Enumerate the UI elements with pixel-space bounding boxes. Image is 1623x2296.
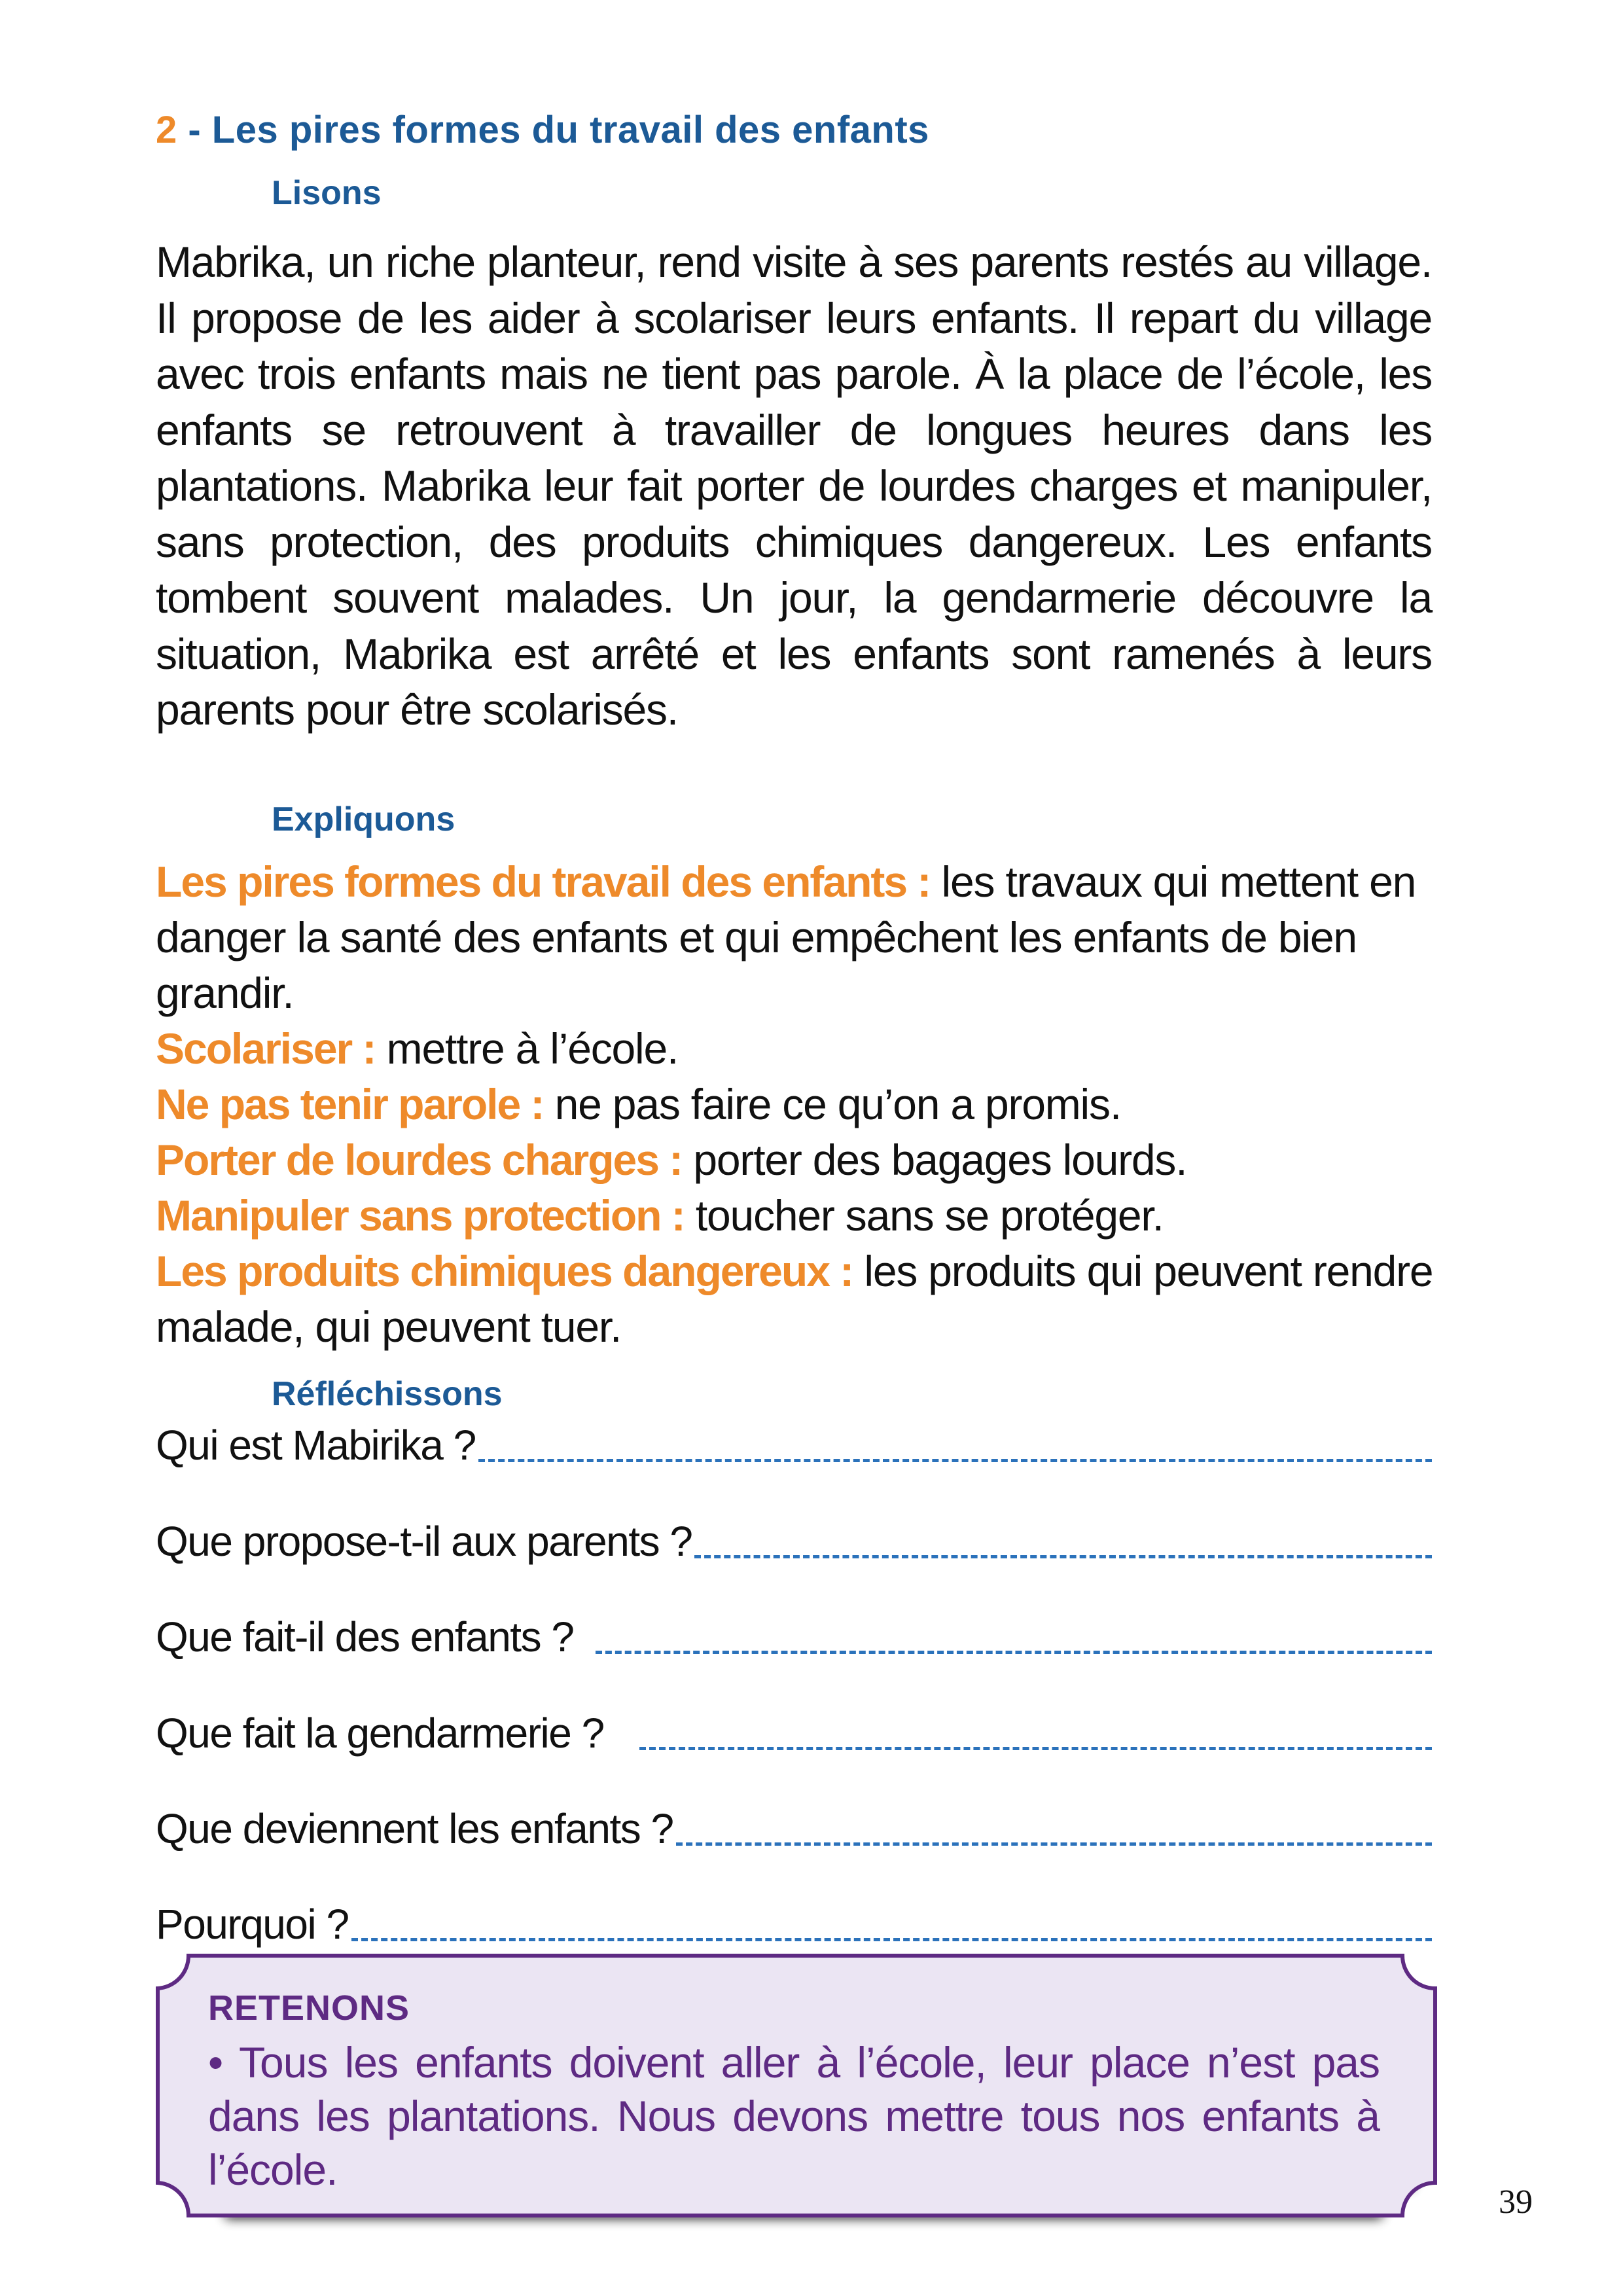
- answer-line[interactable]: [596, 1651, 1432, 1654]
- question-row: [156, 1797, 1432, 1850]
- retenons-heading: RETENONS: [208, 1988, 410, 2028]
- definition-item: [156, 1021, 1452, 1077]
- definition-item: [156, 1244, 1452, 1355]
- definition-text: mettre à l’école.: [375, 1024, 679, 1073]
- reflechissons-heading: Réfléchissons: [272, 1375, 503, 1413]
- page-number: 39: [1499, 2183, 1533, 2221]
- lisons-text: Mabrika, un riche planteur, rend visite à ses parents restés au village. Il propose de les aider à scolariser leurs enfants. Il repart du village avec trois enfants mais ne tient pas parole. À la place de l’école, les enfants se retrouvent à travailler de longues heures dans les plantations. Mabrika leur fait porter de lourdes charges et manipuler, sans protection, des produits chimiques dangereux. Les enfants tombent souvent malades. Un jour, la gendarmerie découvre la situation, Mabrika est arrêté et les enfants sont ramenés à leurs parents pour être scolarisés.: [156, 238, 1432, 734]
- definition-term: Manipuler sans protection :: [156, 1191, 685, 1240]
- question-text: Que deviennent les enfants ?: [156, 1805, 673, 1852]
- definition-item: [156, 1132, 1452, 1188]
- question-row: [156, 1893, 1432, 1948]
- question-row: [156, 1510, 1432, 1565]
- answer-line[interactable]: [351, 1938, 1432, 1941]
- definition-text: les travaux qui mettent en danger la santé des enfants et qui empêchent les enfants de bien grandir.: [156, 857, 1416, 1017]
- question-text: Pourquoi ?: [156, 1901, 349, 1948]
- definitions-list: [156, 854, 1452, 1355]
- definition-item: [156, 1077, 1452, 1132]
- definition-term: Scolariser :: [156, 1024, 376, 1073]
- question-row: [156, 1605, 1432, 1658]
- definition-item: [156, 854, 1452, 1021]
- definition-term: Les pires formes du travail des enfants :: [156, 857, 931, 906]
- section-title: [156, 108, 929, 152]
- section-title-text: - Les pires formes du travail des enfants: [177, 109, 929, 151]
- definition-term: Ne pas tenir parole :: [156, 1080, 544, 1128]
- answer-line[interactable]: [676, 1842, 1432, 1846]
- definition-item: [156, 1188, 1452, 1244]
- section-number: 2: [156, 109, 177, 151]
- question-row: [156, 1414, 1432, 1469]
- answer-line[interactable]: [639, 1747, 1432, 1750]
- question-text: Que fait-il des enfants ?: [156, 1613, 574, 1660]
- lisons-heading: Lisons: [272, 174, 382, 212]
- retenons-text: • Tous les enfants doivent aller à l’école, leur place n’est pas dans les plantations. Nous devons mettre tous nos enfants à l’école.: [208, 2038, 1380, 2194]
- question-row: [156, 1702, 1432, 1757]
- definition-text: les produits qui peuvent rendre malade, qui peuvent tuer.: [156, 1247, 1433, 1351]
- definition-term: Porter de lourdes charges :: [156, 1136, 683, 1184]
- question-text: Que fait la gendarmerie ?: [156, 1710, 604, 1757]
- answer-line[interactable]: [478, 1459, 1432, 1462]
- definition-text: porter des bagages lourds.: [682, 1136, 1187, 1184]
- definition-text: ne pas faire ce qu’on a promis.: [543, 1080, 1121, 1128]
- answer-line[interactable]: [694, 1555, 1432, 1558]
- question-text: Qui est Mabirika ?: [156, 1422, 476, 1469]
- retenons-box: [156, 1954, 1435, 2215]
- definition-term: Les produits chimiques dangereux :: [156, 1247, 853, 1295]
- question-text: Que propose-t-il aux parents ?: [156, 1518, 692, 1565]
- expliquons-heading: Expliquons: [272, 800, 455, 838]
- definition-text: toucher sans se protéger.: [684, 1191, 1164, 1240]
